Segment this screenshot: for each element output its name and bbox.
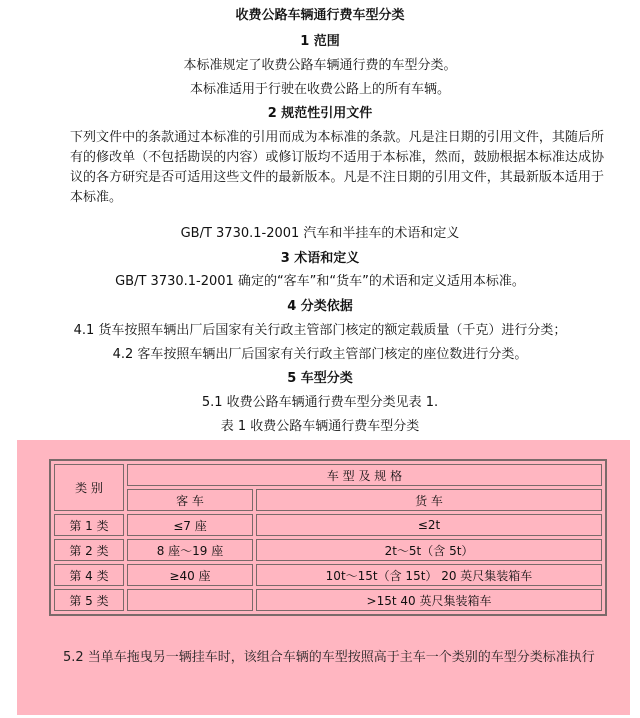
row-class: 第 4 类 bbox=[54, 564, 124, 586]
section-4-heading: 4 分类依据 bbox=[287, 299, 353, 314]
table-caption: 表 1 收费公路车辆通行费车型分类 bbox=[220, 419, 420, 434]
row-class: 第 1 类 bbox=[54, 514, 124, 536]
section-2-reference: GB/T 3730.1-2001 汽车和半挂车的术语和定义 bbox=[180, 226, 460, 241]
table-row bbox=[54, 589, 602, 611]
header-class: 类 别 bbox=[54, 464, 124, 511]
section-4-line-1: 4.1 货车按照车辆出厂后国家有关行政主管部门核定的额定载质量（千克）进行分类； bbox=[73, 323, 567, 338]
header-bus: 客 车 bbox=[127, 489, 253, 511]
row-bus: ≥40 座 bbox=[127, 564, 253, 586]
section-1-line-2: 本标准适用于行驶在收费公路上的所有车辆。 bbox=[189, 82, 450, 97]
row-class: 第 2 类 bbox=[54, 539, 124, 561]
section-1-line-1: 本标准规定了收费公路车辆通行费的车型分类。 bbox=[183, 58, 457, 73]
vehicle-class-table bbox=[49, 459, 607, 616]
header-group: 车 型 及 规 格 bbox=[127, 464, 602, 486]
section-3-line-1: GB/T 3730.1-2001 确定的“客车”和“货车”的术语和定义适用本标准。 bbox=[115, 274, 525, 289]
section-5-line-1: 5.1 收费公路车辆通行费车型分类见表 1. bbox=[201, 395, 439, 410]
table-row bbox=[54, 564, 602, 586]
section-1-heading: 1 范围 bbox=[300, 34, 340, 49]
table-row bbox=[54, 514, 602, 536]
section-5-2-note: 5.2 当单车拖曳另一辆挂车时，该组合车辆的车型按照高于主车一个类别的车型分类标准执行 bbox=[63, 650, 595, 665]
section-4-line-2: 4.2 客车按照车辆出厂后国家有关行政主管部门核定的座位数进行分类。 bbox=[112, 347, 528, 362]
row-bus: 8 座～19 座 bbox=[127, 539, 253, 561]
section-2-paragraph: 下列文件中的条款通过本标准的引用而成为本标准的条款。凡是注日期的引用文件，其随后所有的修改单（不包括勘误的内容）或修订版均不适用于本标准，然而，鼓励根据本标准达成协议的各方研究是否可适用这些文件的最新版本。凡是不注日期的引用文件，其最新版本适用于本标准。 bbox=[70, 130, 604, 205]
table-row bbox=[54, 539, 602, 561]
section-2-heading: 2 规范性引用文件 bbox=[267, 106, 373, 121]
row-bus bbox=[127, 589, 253, 611]
header-truck: 货 车 bbox=[256, 489, 602, 511]
document-title: 收费公路车辆通行费车型分类 bbox=[235, 8, 405, 23]
section-5-heading: 5 车型分类 bbox=[287, 371, 353, 386]
row-truck: ≤2t bbox=[256, 514, 602, 536]
row-class: 第 5 类 bbox=[54, 589, 124, 611]
row-bus: ≤7 座 bbox=[127, 514, 253, 536]
row-truck: 10t～15t（含 15t） 20 英尺集装箱车 bbox=[256, 564, 602, 586]
section-3-heading: 3 术语和定义 bbox=[280, 251, 360, 266]
highlight-region bbox=[17, 440, 630, 715]
row-truck: 2t～5t（含 5t） bbox=[256, 539, 602, 561]
row-truck: >15t 40 英尺集装箱车 bbox=[256, 589, 602, 611]
